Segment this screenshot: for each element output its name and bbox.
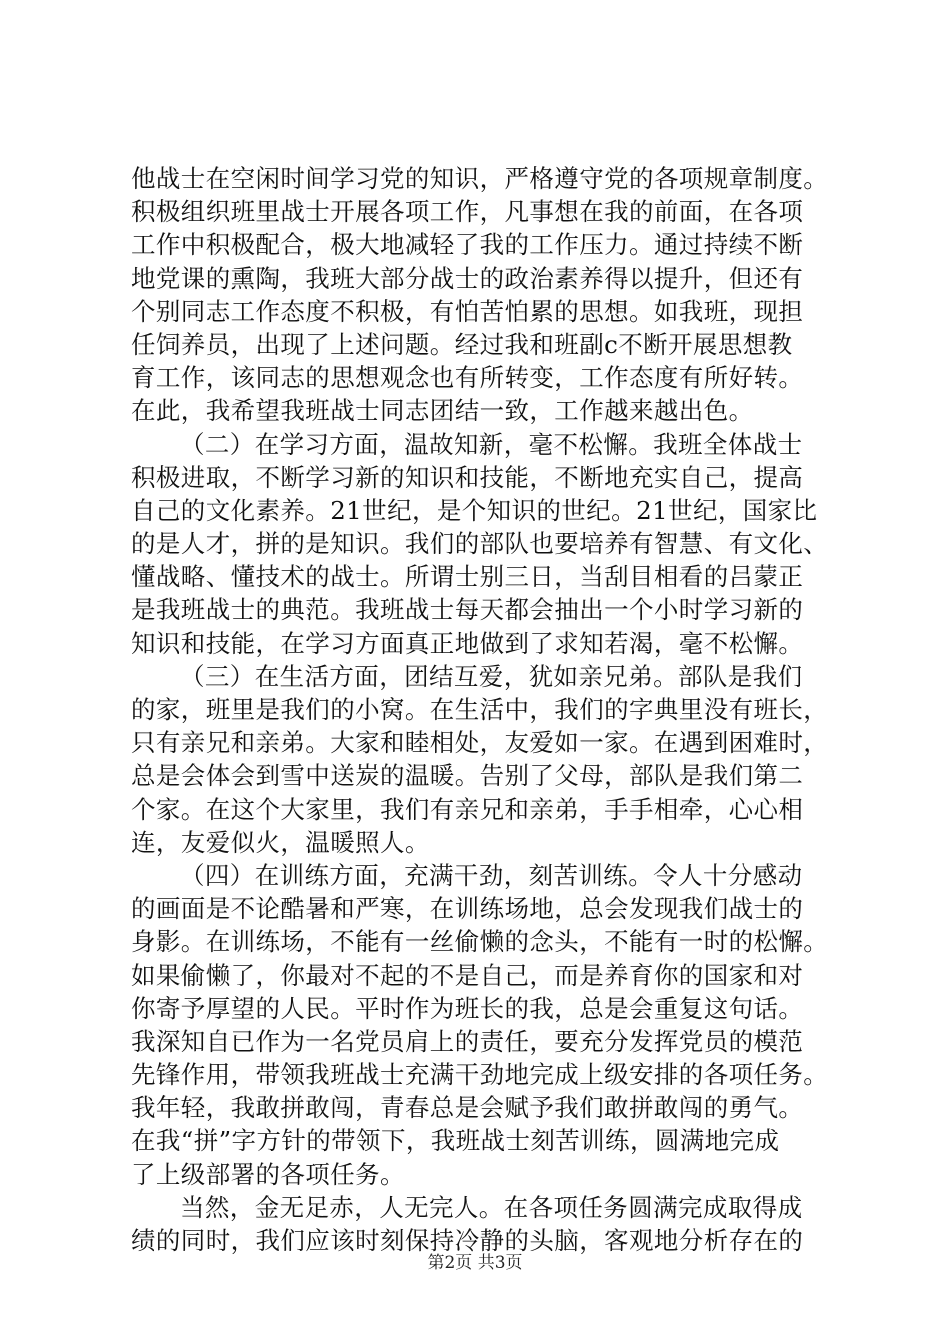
text-line: 积极组织班里战士开展各项工作，凡事想在我的前面，在各项 [131,197,804,227]
text-line: 知识和技能，在学习方面真正地做到了求知若渴，毫不松懈。 [131,628,804,658]
text-line: 是我班战士的典范。我班战士每天都会抽出一个小时学习新的 [131,595,804,625]
text-line: （三）在生活方面，团结互爱，犹如亲兄弟。部队是我们 [180,661,803,691]
text-line: 绩的同时，我们应该时刻保持冷静的头脑，客观地分析存在的 [131,1226,804,1255]
text-line: 先锋作用，带领我班战士充满干劲地完成上级安排的各项任务。 [131,1060,829,1090]
text-line: 身影。在训练场，不能有一丝偷懒的念头，不能有一时的松懈。 [131,927,829,957]
text-line: 任饲养员，出现了上述问题。经过我和班副c不断开展思想教 [131,329,793,359]
text-line: 自己的文化素养。21世纪，是个知识的世纪。21世纪，国家比 [131,495,818,525]
text-line: 当然，金无足赤，人无完人。在各项任务圆满完成取得成 [180,1192,803,1222]
text-line: 我深知自已作为一名党员肩上的责任，要充分发挥党员的模范 [131,1026,804,1056]
text-line: 地党课的熏陶，我班大部分战士的政治素养得以提升，但还有 [131,263,804,293]
text-line: 总是会体会到雪中送炭的温暖。告别了父母，部队是我们第二 [131,761,804,791]
text-line: 了上级部署的各项任务。 [131,1159,405,1189]
text-line: 个别同志工作态度不积极，有怕苦怕累的思想。如我班，现担 [131,296,804,326]
text-line: 在此，我希望我班战士同志团结一致，工作越来越出色。 [131,396,754,426]
document-body [131,162,831,1257]
text-line: 如果偷懒了，你最对不起的不是自己，而是养育你的国家和对 [131,960,804,990]
page-number-label: 第2页 共3页 [427,1253,523,1273]
text-line: 在我“拼”字方针的带领下，我班战士刻苦训练，圆满地完成 [131,1126,780,1156]
text-line: 的家，班里是我们的小窝。在生活中，我们的字典里没有班长， [131,695,829,724]
text-line: 个家。在这个大家里，我们有亲兄和亲弟，手手相牵，心心相 [131,794,804,824]
text-line: 工作中积极配合，极大地减轻了我的工作压力。通过持续不断 [131,230,804,260]
text-line: 只有亲兄和亲弟。大家和睦相处，友爱如一家。在遇到困难时， [131,728,829,758]
text-line: 懂战略、懂技术的战士。所谓士别三日，当刮目相看的吕蒙正 [131,562,804,592]
text-line: 育工作，该同志的思想观念也有所转变，工作态度有所好转。 [131,363,804,393]
text-line: 的是人才，拼的是知识。我们的部队也要培养有智慧、有文化、 [131,529,829,559]
text-line: （四）在训练方面，充满干劲，刻苦训练。令人十分感动 [180,860,803,890]
text-lines [131,162,831,1257]
text-line: 你寄予厚望的人民。平时作为班长的我，总是会重复这句话。 [131,993,804,1023]
text-line: 他战士在空闲时间学习党的知识，严格遵守党的各项规章制度。 [131,164,829,193]
page-footer [0,1248,950,1273]
text-line: 积极进取，不断学习新的知识和技能，不断地充实自己，提高 [131,462,804,492]
text-line: 连，友爱似火，温暖照人。 [131,827,430,857]
text-line: （二）在学习方面，温故知新，毫不松懈。我班全体战士 [180,429,803,459]
text-line: 的画面是不论酷暑和严寒，在训练场地，总会发现我们战士的 [131,894,804,924]
text-line: 我年轻，我敢拼敢闯，青春总是会赋予我们敢拼敢闯的勇气。 [131,1093,804,1123]
